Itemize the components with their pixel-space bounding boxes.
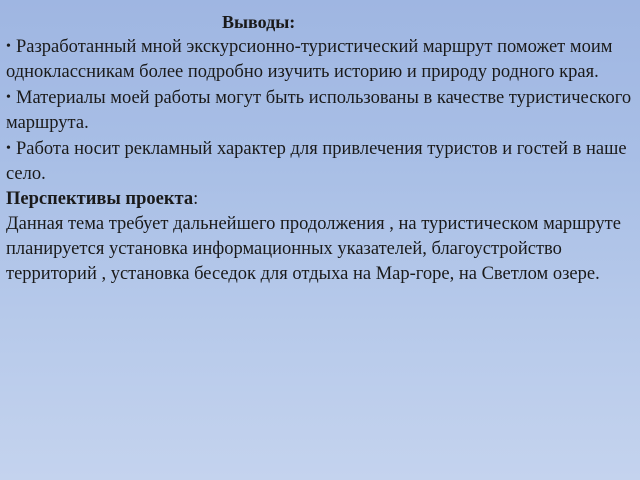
perspectives-heading-colon: : bbox=[193, 189, 199, 209]
list-item-text: Разработанный мной экскурсионно-туристический маршрут поможет моим одноклассникам более подробно изучить историю и природу родного края. bbox=[6, 37, 613, 82]
bullet-icon: • bbox=[6, 90, 11, 105]
list-item bbox=[6, 34, 632, 85]
perspectives-paragraph: Данная тема требует дальнейшего продолжения , на туристическом маршруте планируется установка информационных указателей, благоустройство территорий , установка беседок для отдыха на Мар-горе, на Светлом озере. bbox=[6, 214, 621, 284]
bullet-icon: • bbox=[6, 39, 11, 54]
perspectives-heading-label: Перспективы проекта bbox=[6, 189, 194, 209]
conclusions-list bbox=[6, 34, 632, 187]
list-item bbox=[6, 85, 632, 136]
list-item-text: Работа носит рекламный характер для привлечения туристов и гостей в наше село. bbox=[6, 139, 627, 184]
list-item-text: Материалы моей работы могут быть использованы в качестве туристического маршрута. bbox=[6, 88, 632, 133]
perspectives-heading bbox=[6, 187, 632, 212]
bullet-icon: • bbox=[6, 141, 11, 156]
list-item bbox=[6, 136, 632, 187]
slide-title: Выводы: bbox=[222, 12, 296, 32]
